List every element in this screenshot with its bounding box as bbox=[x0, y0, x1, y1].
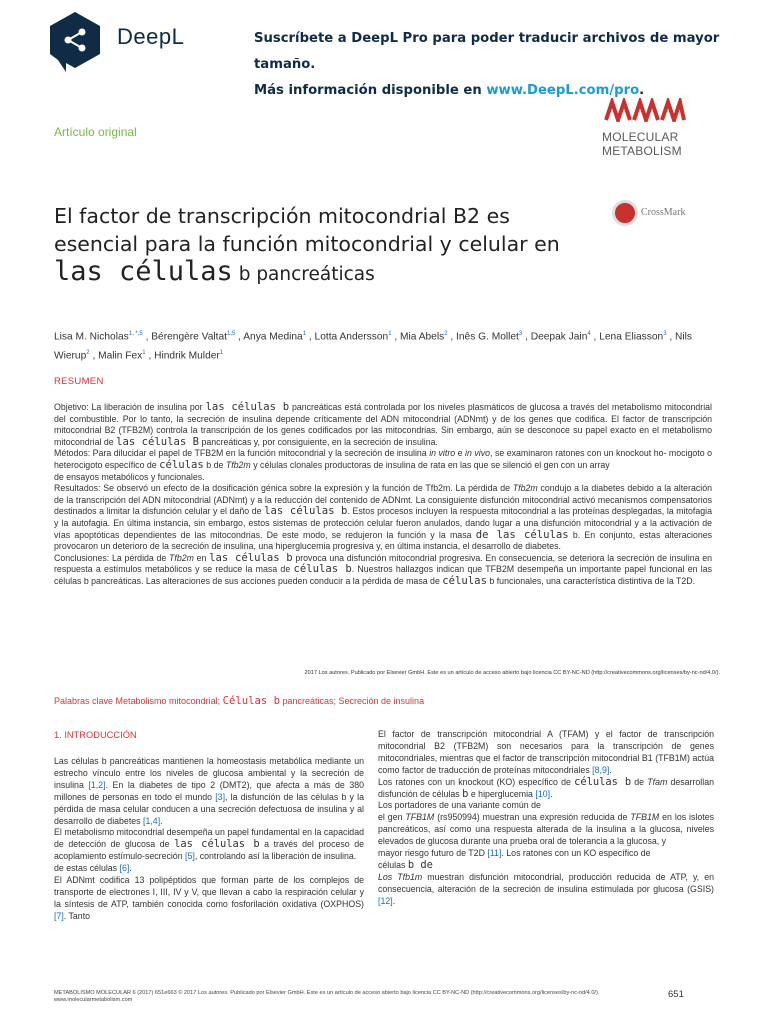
paragraph: de estas células [6]. bbox=[54, 863, 132, 874]
paragraph: mayor riesgo futuro de T2D [11]. Los ratones con un KO específico de bbox=[378, 848, 651, 859]
license-notice: 2017 Los autores. Publicado por Elsevier GmbH. Este es un artículo de acceso abierto bajo licencia CC BY-NC-ND (http://creativecommons.org/licenses/by-nc-nd/4.0/). bbox=[304, 670, 720, 676]
abstract-results: Resultados: Se observó un efecto de la dosificación génica sobre la expresión y la función de Tfb2m. La pérdida de Tfb2m condujo a la diabetes debido a la alteración de la transcripción del ADN mitocondrial (ADNmt) y a la reducción del contenido de ADNmt. La consiguiente disfunción mitocondrial activó mecanismos compensatorios destinados a limitar la disfunción celular y el daño de las células b. Estos procesos incluyen la respuesta mitocondrial a las proteínas desplegadas, la mitofagia y la autofagia. En última instancia, sin embargo, estos sistemas de protección celular fueron anulados, dando lugar a una disfunción mitocondrial y a la activación de vías apoptóticas dependientes de las mitocondrias. De este modo, se redujeron la función y la masa de las células b. En conjunto, estas alteraciones provocaron un deterioro de la secreción de insulina, una hiperglucemia progresiva y, en última instancia, el desarrollo de diabetes. bbox=[54, 483, 713, 552]
paragraph: El ADNmt codifica 13 polipéptidos que forman parte de los complejos de transporte de electrones I, III, IV y V, que llevan a cabo la respiración celular y la síntesis de ATP, también conocida como fosforilación oxidativa (OXPHOS) [7]. Tanto bbox=[54, 875, 364, 921]
citation-link[interactable]: [10] bbox=[535, 788, 551, 799]
deepl-logo-icon bbox=[46, 10, 104, 72]
abstract-methods-cont: de ensayos metabólicos y funcionales. bbox=[54, 471, 205, 482]
page-footer: METABOLISMO MOLECULAR 6 (2017) 651e663 © 2017 Los autores. Publicado por Elsevier GmbH. Este es un artículo de acceso abierto bajo licencia CC BY-NC-ND (http://creativecommons.org/licenses/by-nc-nd/4.0/). www.molecularmetabolism.com bbox=[54, 990, 600, 1004]
abstract-objective: Objetivo: La liberación de insulina por las células b pancreáticas está controlada por los niveles plasmáticos de glucosa a través del metabolismo mitocondrial del combustible. Por lo tanto, la secreción de insulina depende críticamente del ADN mitocondrial (ADNmt) y de los genes que codifica. El factor de transcripción mitocondrial B2 (TFB2M) controla la transcripción de los genes codificados por las mitocondrias. Sin embargo, aún se desconoce su papel exacto en el metabolismo mitocondrial de las células B pancreáticas y, por consiguiente, en la secreción de insulina. bbox=[54, 401, 713, 448]
page-number: 651 bbox=[668, 989, 684, 1000]
journal-logo-icon bbox=[604, 98, 686, 122]
abstract-methods: Métodos: Para dilucidar el papel de TFB2M en la función mitocondrial y la secreción de insulina in vitro e in vivo, se examinaron ratones con un knockout ho- mocigoto o heterocigoto específico de células b de Tfb2m y células clonales productoras de insulina de rata en las que se silenció el gen con un array bbox=[54, 448, 712, 471]
keywords: Palabras clave Metabolismo mitocondrial; Células b pancreáticas; Secreción de insulina bbox=[54, 695, 425, 707]
introduction-heading: 1. INTRODUCCIÓN bbox=[54, 730, 137, 740]
paragraph: Los ratones con un knockout (KO) específico de células b de Tfam desarrollan disfunción de células b e hiperglucemia [10]. bbox=[378, 775, 714, 800]
journal-logo bbox=[602, 98, 694, 158]
crossmark-label: CrossMark bbox=[641, 207, 686, 218]
right-column bbox=[378, 729, 714, 908]
paragraph: El factor de transcripción mitocondrial A (TFAM) y el factor de transcripción mitocondrial B2 (TFB2M) son necesarios para la transcripción de genes mitocondriales, mientras que el factor de transcripción mitocondrial B1 (TFB1M) actúa como factor de traducción de proteínas mitocondriales [8,9]. bbox=[378, 729, 714, 775]
paragraph: células b de bbox=[378, 858, 433, 871]
author-list: Lisa M. Nicholas$^{1, *,5}$ , Bérengère Valtat$^{1,5}$ , Anya Medina$^1$ , Lotta Andersson$^1$ , Mia Abels$^2$ , Inês G. Mollet$^3$ , Deepak Jain$^4$ , Lena Eliasson$^3$ , Nils Wierup$^2$ , Malin Fex$^1$ , Hindrik Mulder$^1$ bbox=[54, 331, 693, 362]
citation-link[interactable]: [7] bbox=[54, 910, 64, 921]
promo-line-1: Suscríbete a DeepL Pro para poder traducir archivos de mayor tamaño. bbox=[254, 31, 720, 72]
deepl-promo bbox=[254, 26, 744, 104]
deepl-brand-name: DeepL bbox=[117, 24, 185, 49]
paragraph: Las células b pancreáticas mantienen la homeostasis metabólica mediante un estrecho vínculo entre los niveles de glucosa ambiental y la secreción de insulina [1,2]. En la diabetes de tipo 2 (DMT2), que afecta a más de 380 millones de personas en todo el mundo [3], la disfunción de las células b y la pérdida de masa celular conducen a una secreción defectuosa de insulina y al desarrollo de diabetes [1,4]. bbox=[54, 756, 364, 826]
paragraph: el gen TFB1M (rs950994) muestran una expresión reducida de TFB1M en los islotes pancreáticos, así como una respuesta alterada de la insulina a la glucosa, niveles elevados de glucosa durante una prueba oral de tolerancia a la glucosa, y bbox=[378, 812, 714, 847]
paragraph: Los Tfb1m muestran disfunción mitocondrial, producción reducida de ATP, y, en consecuencia, alteración de la secreción de insulina estimulada por glucosa (GSIS) [12]. bbox=[378, 871, 715, 906]
abstract-body bbox=[54, 402, 712, 588]
crossmark-icon bbox=[612, 200, 638, 226]
citation-link[interactable]: [12] bbox=[378, 895, 393, 906]
citation-link[interactable]: [1,2] bbox=[88, 779, 106, 790]
crossmark-badge[interactable] bbox=[612, 200, 692, 228]
citation-link[interactable]: [1,4] bbox=[143, 815, 161, 826]
journal-name: MOLECULAR METABOLISM bbox=[602, 130, 682, 158]
paragraph: Los portadores de una variante común de bbox=[378, 800, 541, 811]
promo-line-2: Más información disponible en www.DeepL.com/pro. bbox=[254, 83, 645, 98]
citation-link[interactable]: [5] bbox=[185, 851, 195, 862]
abstract-conclusions: Conclusiones: La pérdida de Tfb2m en las células b provoca una disfunción mitocondrial progresiva. En consecuencia, se deteriora la secreción de insulina en respuesta a estímulos metabólicos y se reduce la masa de células b. Nuestros hallazgos indican que TFB2M desempeña un importante papel funcional en las células b pancreáticas. Las alteraciones de sus acciones pueden conducir a la pérdida de masa de células b funcionales, una característica distintiva de la T2D. bbox=[54, 551, 713, 587]
citation-link[interactable]: [11] bbox=[487, 848, 502, 859]
deepl-pro-link[interactable]: www.DeepL.com/pro bbox=[486, 83, 640, 98]
article-type: Artículo original bbox=[54, 125, 137, 139]
citation-link[interactable]: [6] bbox=[119, 863, 130, 874]
paragraph: El metabolismo mitocondrial desempeña un papel fundamental en la capacidad de detección de glucosa de las células b a través del proceso de acoplamiento estímulo-secreción [5], controlando así la liberación de insulina. bbox=[54, 827, 364, 862]
abstract-heading: RESUMEN bbox=[54, 376, 104, 387]
article-title: El factor de transcripción mitocondrial B2 es esencial para la función mitocondrial y celular en las células b pancreáticas bbox=[54, 204, 560, 287]
citation-link[interactable]: [8,9] bbox=[592, 764, 610, 775]
deepl-banner bbox=[0, 0, 768, 98]
left-column bbox=[54, 756, 364, 923]
citation-link[interactable]: [3] bbox=[215, 791, 226, 802]
